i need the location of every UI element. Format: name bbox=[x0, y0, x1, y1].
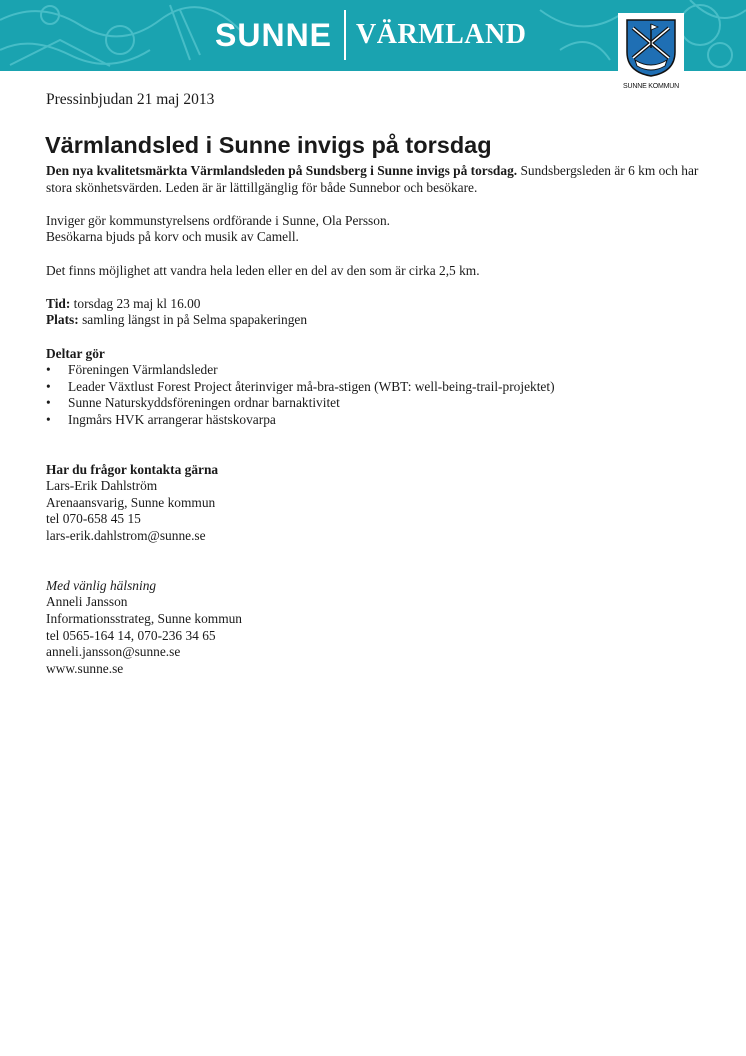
bullet-icon: • bbox=[46, 411, 51, 427]
list-item-text: Sunne Naturskyddsföreningen ordnar barnaktivitet bbox=[68, 395, 340, 411]
contact-heading: Har du frågor kontakta gärna bbox=[46, 461, 219, 477]
spacer bbox=[46, 445, 706, 462]
bullet-icon: • bbox=[46, 378, 51, 394]
intro-rest: Sundsbergsleden är 6 km och har stora skönhetsvärden. Leden är är lättillgänglig för både Sunnebor och besökare. bbox=[46, 163, 699, 195]
list-item bbox=[46, 412, 706, 429]
contact-phone: tel 070-658 45 15 bbox=[46, 511, 141, 527]
list-item bbox=[46, 379, 706, 396]
dateline: Pressinbjudan 21 maj 2013 bbox=[46, 91, 215, 108]
time-value: torsdag 23 maj kl 16.00 bbox=[70, 295, 201, 311]
time-label: Tid: bbox=[46, 295, 71, 311]
list-item bbox=[46, 395, 706, 412]
bullet-icon: • bbox=[46, 362, 51, 378]
contact-block bbox=[46, 462, 706, 545]
list-item-text: Leader Växtlust Forest Project återinviger må-bra-stigen (WBT: well-being-trail-projektet) bbox=[68, 378, 555, 394]
page-title: Värmlandsled i Sunne invigs på torsdag bbox=[45, 132, 492, 158]
list-item-text: Föreningen Värmlandsleder bbox=[68, 362, 218, 378]
participants-list bbox=[46, 362, 706, 428]
brand-divider bbox=[344, 10, 346, 60]
body-text bbox=[46, 163, 706, 694]
signature-phone: tel 0565-164 14, 070-236 34 65 bbox=[46, 627, 216, 643]
brand-sunne: SUNNE bbox=[215, 16, 333, 53]
signature-email: anneli.jansson@sunne.se bbox=[46, 644, 181, 660]
trail-paragraph: Det finns möjlighet att vandra hela leden eller en del av den som är cirka 2,5 km. bbox=[46, 262, 480, 278]
signature-greeting: Med vänlig hälsning bbox=[46, 577, 157, 593]
intro-paragraph bbox=[46, 163, 706, 196]
participants-heading: Deltar gör bbox=[46, 345, 105, 361]
place-value: samling längst in på Selma spapakeringen bbox=[78, 312, 308, 328]
invite-paragraph bbox=[46, 213, 706, 246]
participants-section bbox=[46, 346, 706, 429]
spacer bbox=[46, 561, 706, 578]
coat-of-arms-icon bbox=[625, 18, 677, 78]
list-item bbox=[46, 362, 706, 379]
signature-block bbox=[46, 578, 706, 678]
brand-varmland: VÄRMLAND bbox=[356, 19, 527, 50]
bullet-icon: • bbox=[46, 395, 51, 411]
intro-lead: Den nya kvalitetsmärkta Värmlandsleden på Sundsberg i Sunne invigs på torsdag. bbox=[46, 163, 518, 178]
contact-email: lars-erik.dahlstrom@sunne.se bbox=[46, 528, 206, 544]
crest-box bbox=[618, 13, 684, 83]
signature-role: Informationsstrateg, Sunne kommun bbox=[46, 611, 242, 627]
place-label: Plats: bbox=[46, 312, 79, 328]
invite-line-1: Inviger gör kommunstyrelsens ordförande i Sunne, Ola Persson. bbox=[46, 212, 391, 228]
contact-name: Lars-Erik Dahlström bbox=[46, 478, 158, 494]
signature-web: www.sunne.se bbox=[46, 660, 124, 676]
list-item-text: Ingmårs HVK arrangerar hästskovarpa bbox=[68, 411, 276, 427]
invite-line-2: Besökarna bjuds på korv och musik av Camell. bbox=[46, 229, 299, 245]
signature-name: Anneli Jansson bbox=[46, 594, 128, 610]
crest-caption: SUNNE KOMMUN bbox=[623, 83, 679, 90]
contact-role: Arenaansvarig, Sunne kommun bbox=[46, 494, 216, 510]
details-paragraph bbox=[46, 296, 706, 329]
brand-logo bbox=[215, 10, 526, 60]
